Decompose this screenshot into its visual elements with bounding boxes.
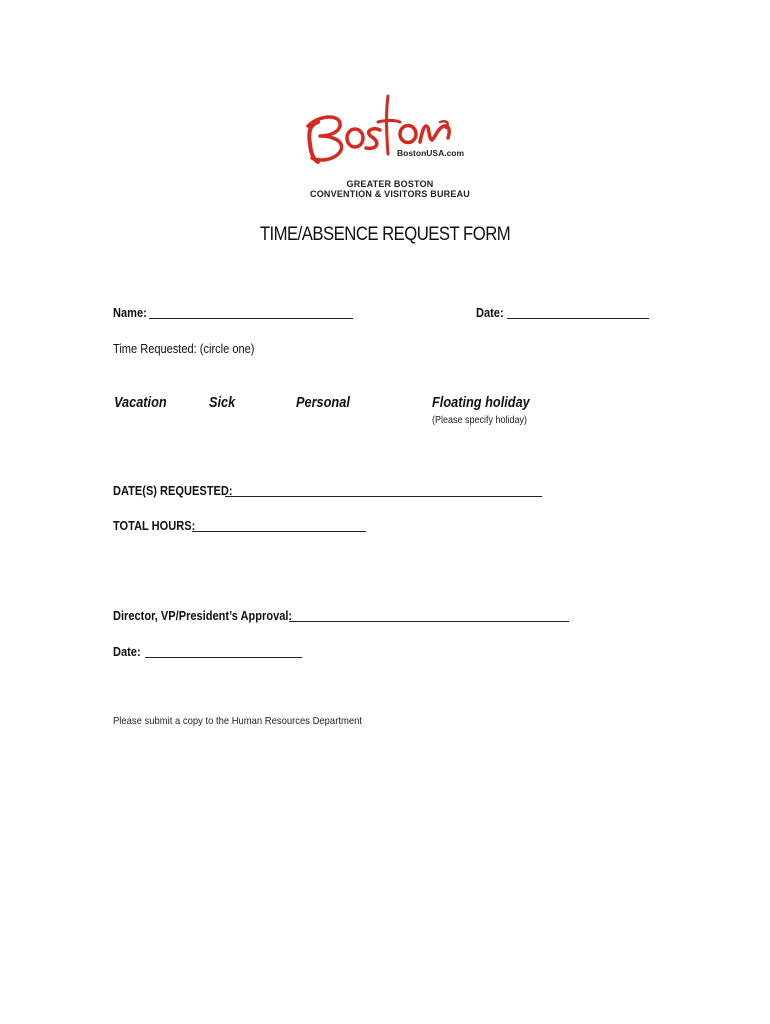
total-hours-field[interactable] bbox=[192, 531, 366, 532]
approval-date-field[interactable] bbox=[145, 657, 302, 658]
dates-requested-row bbox=[113, 482, 254, 500]
footer-note: Please submit a copy to the Human Resources Department bbox=[113, 715, 362, 727]
floating-holiday-note: (Please specify holiday) bbox=[432, 415, 528, 426]
boston-logo bbox=[300, 92, 480, 202]
approval-date-row bbox=[113, 643, 146, 661]
date-field[interactable] bbox=[507, 318, 649, 319]
option-sick[interactable]: Sick bbox=[209, 394, 236, 411]
dates-requested-label: DATE(S) REQUESTED: bbox=[113, 483, 233, 498]
logo-org-line-1: GREATER BOSTON bbox=[346, 179, 434, 189]
option-personal[interactable]: Personal bbox=[296, 394, 350, 411]
date-row bbox=[476, 304, 509, 322]
logo-website: BostonUSA.com bbox=[397, 148, 465, 158]
logo-org-line-2: CONVENTION & VISITORS BUREAU bbox=[310, 189, 470, 199]
time-requested-label: Time Requested: (circle one) bbox=[113, 341, 255, 356]
name-field[interactable] bbox=[149, 318, 353, 319]
dates-requested-field[interactable] bbox=[225, 496, 542, 497]
approval-field[interactable] bbox=[289, 621, 569, 622]
name-row bbox=[113, 304, 153, 322]
option-floating-holiday[interactable]: Floating holiday bbox=[432, 394, 530, 411]
date-label: Date: bbox=[476, 305, 504, 320]
approval-date-label: Date: bbox=[113, 644, 141, 659]
approval-label: Director, VP/President’s Approval: bbox=[113, 608, 293, 623]
boston-wordmark-graphic bbox=[300, 92, 480, 172]
total-hours-row bbox=[113, 517, 210, 535]
form-title: TIME/ABSENCE REQUEST FORM bbox=[259, 224, 511, 245]
name-label: Name: bbox=[113, 305, 147, 320]
approval-row bbox=[113, 607, 324, 625]
total-hours-label: TOTAL HOURS: bbox=[113, 518, 196, 533]
option-vacation[interactable]: Vacation bbox=[114, 394, 167, 411]
time-requested-row bbox=[113, 340, 279, 358]
